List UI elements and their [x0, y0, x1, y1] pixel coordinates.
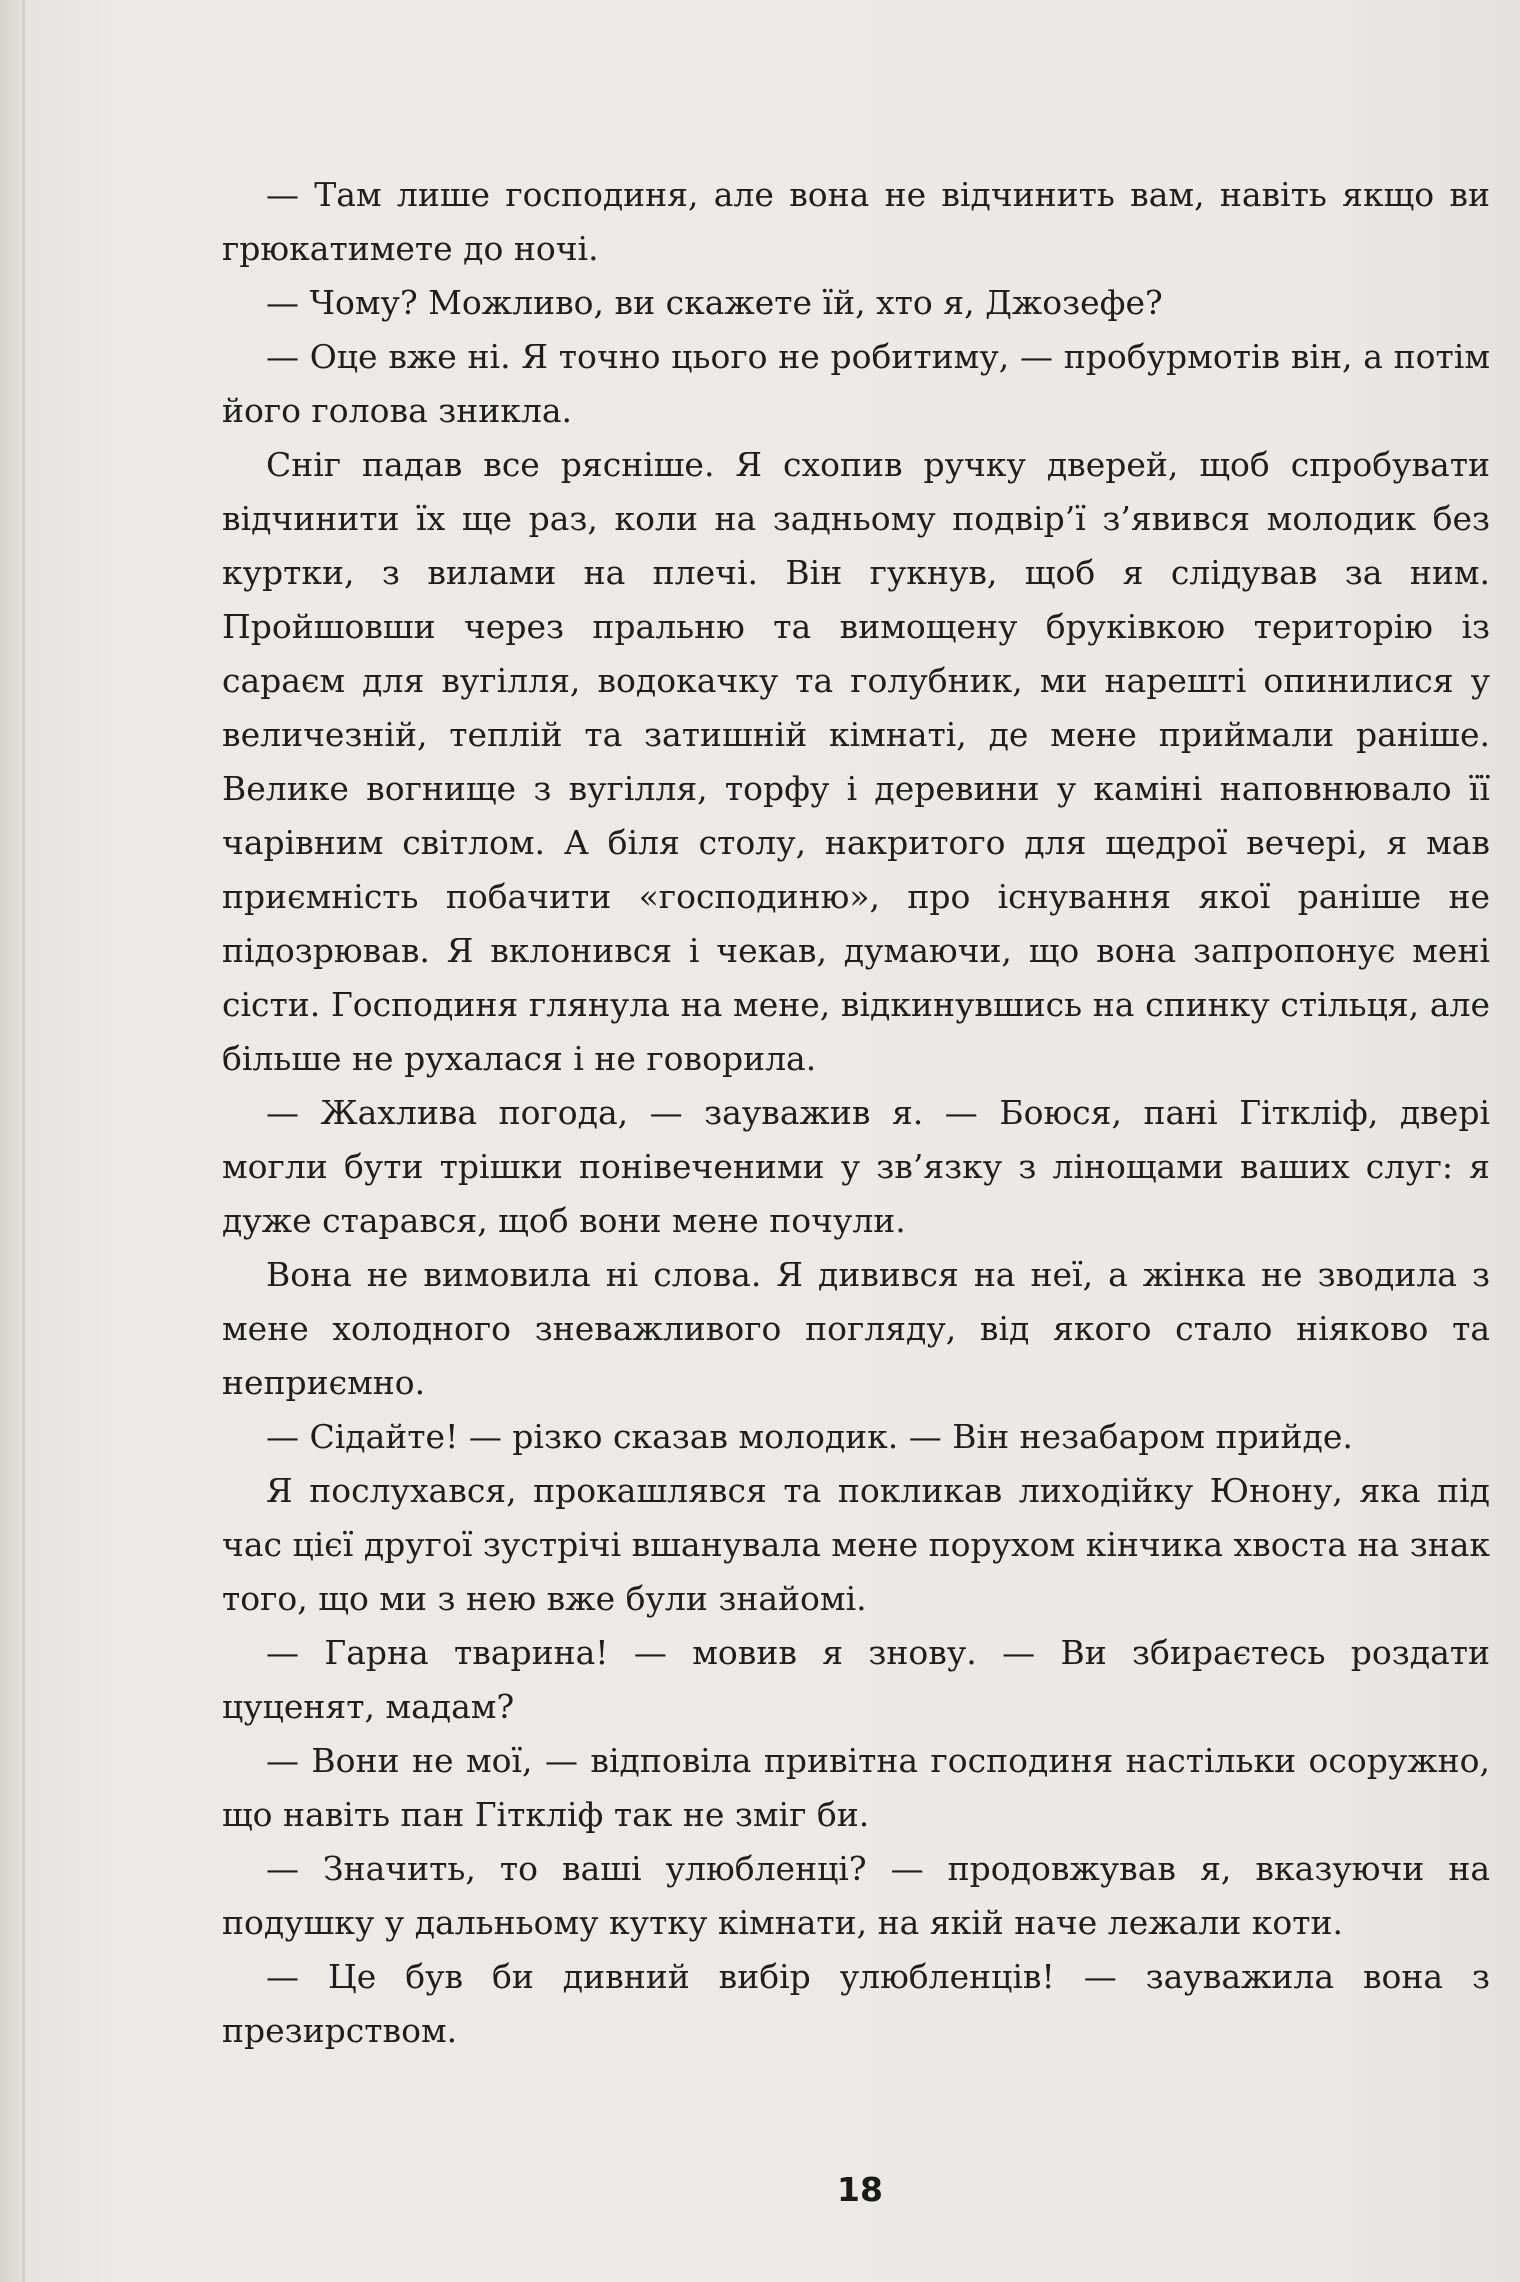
paragraph: Вона не вимовила ні слова. Я дивився на неї, а жінка не зводила з мене холодного зневажливого погляду, від якого стало ніяково та неприємно.	[222, 1255, 1490, 1402]
paragraph: — Жахлива погода, — зауважив я. — Боюся, пані Гіткліф, двері могли бути трішки понівеченими у зв’язку з лінощами ваших слуг: я дуже старався, щоб вони мене почули.	[222, 1093, 1490, 1240]
body-text	[222, 168, 1490, 2058]
page-binding-edge	[22, 0, 25, 2282]
paragraph: — Сідайте! — різко сказав молодик. — Він незабаром прийде.	[266, 1417, 1353, 1456]
paragraph: — Гарна тварина! — мовив я знову. — Ви збираєтесь роздати цуценят, мадам?	[222, 1633, 1490, 1726]
paragraph: — Оце вже ні. Я точно цього не робитиму, — пробурмотів він, а потім його голова зникла.	[222, 337, 1490, 430]
page-number: 18	[837, 2170, 883, 2209]
paragraph: Я послухався, прокашлявся та покликав лиходійку Юнону, яка під час цієї другої зустрічі вшанувала мене порухом кінчика хвоста на знак того, що ми з нею вже були знайомі.	[222, 1471, 1490, 1618]
paragraph: — Чому? Можливо, ви скажете їй, хто я, Джозефе?	[266, 283, 1163, 322]
paragraph: — Це був би дивний вибір улюбленців! — зауважила вона з презирством.	[222, 1957, 1490, 2050]
paragraph: — Значить, то ваші улюбленці? — продовжував я, вказуючи на подушку у дальньому кутку кімнати, на якій наче лежали коти.	[222, 1849, 1490, 1942]
paragraph: — Там лише господиня, але вона не відчинить вам, навіть якщо ви грюкатимете до ночі.	[222, 175, 1490, 268]
paragraph: — Вони не мої, — відповіла привітна господиня настільки осоружно, що навіть пан Гіткліф так не зміг би.	[222, 1741, 1490, 1834]
paragraph: Сніг падав все рясніше. Я схопив ручку дверей, щоб спробувати відчинити їх ще раз, коли на задньому подвір’ї з’явився молодик без куртки, з вилами на плечі. Він гукнув, щоб я слідував за ним. Пройшовши через пральню та вимощену бруківкою територію із сараєм для вугілля, водокачку та голубник, ми нарешті опинилися у величезній, теплій та затишній кімнаті, де мене приймали раніше. Велике вогнище з вугілля, торфу і деревини у каміні наповнювало її чарівним світлом. А біля столу, накритого для щедрої вечері, я мав приємність побачити «господиню», про існування якої раніше не підозрював. Я вклонився і чекав, думаючи, що вона запропонує мені сісти. Господиня глянула на мене, відкинувшись на спинку стільця, але більше не рухалася і не говорила.	[222, 445, 1490, 1078]
